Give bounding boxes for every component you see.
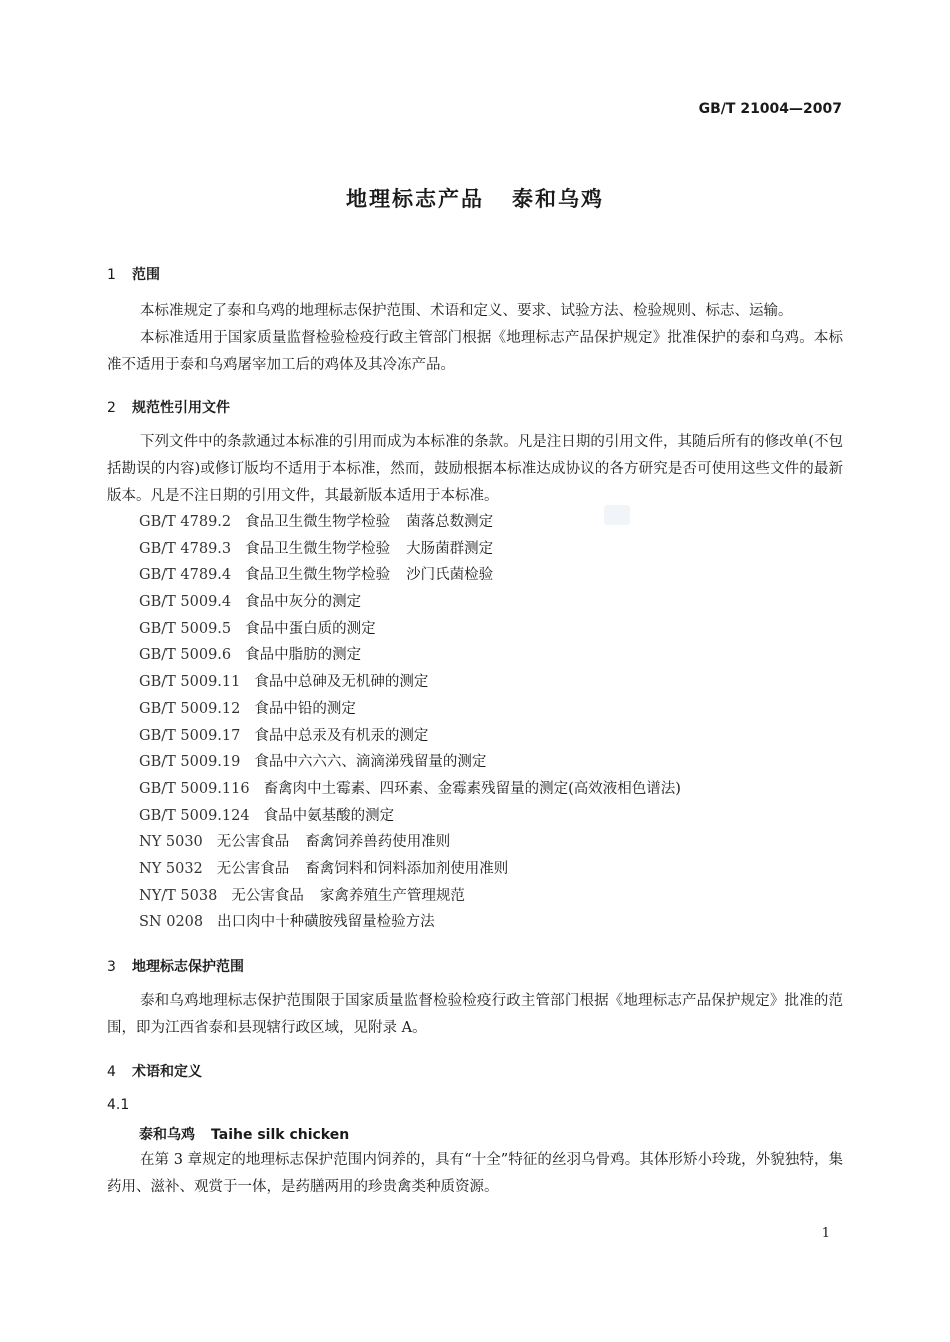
reference-item: GB/T 4789.3 食品卫生微生物学检验 大肠菌群测定	[139, 540, 494, 557]
paragraph-scope-1: 本标准规定了泰和乌鸡的地理标志保护范围、术语和定义、要求、试验方法、检验规则、标志、运输。	[140, 303, 793, 319]
standard-code: GB/T 21004—2007	[698, 101, 842, 117]
document-title	[0, 183, 950, 213]
section-number: 1	[107, 267, 116, 283]
reference-item: GB/T 4789.2 食品卫生微生物学检验 菌落总数测定	[139, 514, 494, 530]
term-english: Taihe silk chicken	[211, 1127, 350, 1143]
reference-item: NY/T 5038 无公害食品 家禽养殖生产管理规范	[139, 887, 465, 904]
section-1-heading	[107, 264, 160, 284]
section-title: 规范性引用文件	[132, 400, 230, 416]
reference-item: GB/T 5009.19 食品中六六六、滴滴涕残留量的测定	[139, 754, 487, 771]
reference-item: GB/T 5009.4 食品中灰分的测定	[139, 594, 362, 611]
reference-list	[139, 509, 681, 936]
reference-item: GB/T 5009.6 食品中脂肪的测定	[139, 647, 362, 664]
reference-item: NY 5032 无公害食品 畜禽饲料和饲料添加剂使用准则	[139, 860, 509, 877]
section-title: 范围	[132, 267, 160, 283]
reference-item: GB/T 5009.12 食品中铅的测定	[139, 700, 356, 717]
section-title: 地理标志保护范围	[132, 959, 244, 975]
paragraph-term-definition: 在第 3 章规定的地理标志保护范围内饲养的，具有“十全”特征的丝羽乌骨鸡。其体形矫小玲珑，外貌独特，集药用、滋补、观赏于一体，是药膳两用的珍贵禽类种质资源。	[107, 1152, 843, 1195]
term-chinese: 泰和乌鸡	[139, 1127, 195, 1143]
section-number: 3	[107, 959, 116, 975]
section-4-heading	[107, 1061, 202, 1081]
section-2-heading	[107, 397, 230, 417]
section-title: 术语和定义	[132, 1064, 202, 1080]
title-part-2: 泰和乌鸡	[512, 187, 604, 211]
reference-item: GB/T 5009.116 畜禽肉中土霉素、四环素、金霉素残留量的测定(高效液相色谱法)	[139, 780, 681, 797]
reference-item: GB/T 5009.17 食品中总汞及有机汞的测定	[139, 727, 429, 744]
title-part-1: 地理标志产品	[346, 187, 484, 211]
term-heading	[139, 1124, 349, 1144]
reference-item: GB/T 5009.11 食品中总砷及无机砷的测定	[139, 674, 429, 691]
paragraph-scope-2: 本标准适用于国家质量监督检验检疫行政主管部门根据《地理标志产品保护规定》批准保护的泰和乌鸡。本标准不适用于泰和乌鸡屠宰加工后的鸡体及其冷冻产品。	[107, 330, 843, 373]
reference-item: SN 0208 出口肉中十种磺胺残留量检验方法	[139, 914, 435, 931]
section-number: 2	[107, 400, 116, 416]
reference-item: GB/T 4789.4 食品卫生微生物学检验 沙门氏菌检验	[139, 567, 494, 584]
section-3-heading	[107, 956, 244, 976]
page-number: 1	[821, 1226, 830, 1241]
reference-item: GB/T 5009.5 食品中蛋白质的测定	[139, 620, 376, 637]
paragraph-references-intro: 下列文件中的条款通过本标准的引用而成为本标准的条款。凡是注日期的引用文件，其随后所有的修改单(不包括勘误的内容)或修订版均不适用于本标准，然而，鼓励根据本标准达成协议的各方研究是否可使用这些文件的最新版本。凡是不注日期的引用文件，其最新版本适用于本标准。	[107, 434, 843, 504]
section-number: 4	[107, 1064, 116, 1080]
reference-item: NY 5030 无公害食品 畜禽饲养兽药使用准则	[139, 834, 451, 851]
reference-item: GB/T 5009.124 食品中氨基酸的测定	[139, 807, 395, 824]
clause-number: 4.1	[107, 1097, 130, 1113]
paragraph-protection-scope: 泰和乌鸡地理标志保护范围限于国家质量监督检验检疫行政主管部门根据《地理标志产品保护规定》批准的范围，即为江西省泰和县现辖行政区域，见附录 A。	[107, 993, 843, 1036]
